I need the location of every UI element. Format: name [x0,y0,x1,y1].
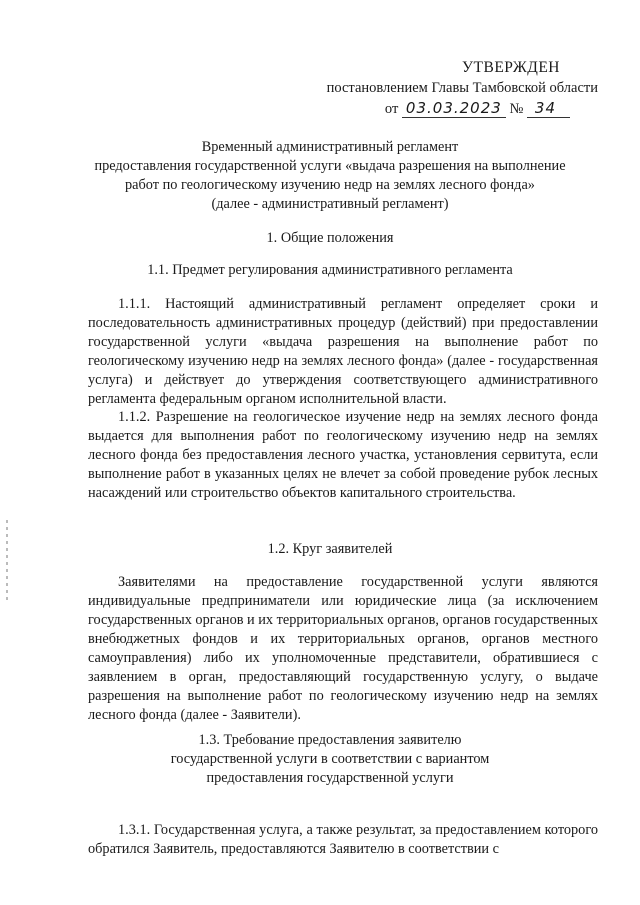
approval-heading: УТВЕРЖДЕН [462,59,560,76]
approval-date-line [298,98,570,119]
title-line-4: (далее - административный регламент) [211,196,449,212]
subsection-heading-1-1: 1.1. Предмет регулирования административного регламента [147,262,513,278]
section-heading-general: 1. Общие положения [266,230,394,246]
approval-authority: постановлением Главы Тамбовской области [326,80,598,96]
from-label: от [384,101,399,117]
approval-date: 03.03.2023 [402,99,506,118]
approval-number: 34 [527,99,570,118]
paragraph-1-1-1: 1.1.1. Настоящий административный регламент определяет сроки и последовательность административных процедур (действий) при предоставлении государственной услуги «выдача разрешения на выполнение работ по геологическому изучению недр на землях лесного фонда» (далее - государственная услуга) и действует до утверждения соответствующего административного регламента федеральным органом исполнительной власти. [88,296,598,407]
title-line-1: Временный административный регламент [201,139,459,155]
paragraph-1-3-1: 1.3.1. Государственная услуга, а также результат, за предоставлением которого обратился Заявитель, предоставляются Заявителю в соответствии с [88,822,598,857]
scan-margin-mark [6,520,8,600]
subsection-heading-1-3 [60,731,600,788]
subsection-1-3-line-1: 1.3. Требование предоставления заявителю [198,732,462,748]
title-line-2: предоставления государственной услуги «выдача разрешения на выполнение [94,158,566,174]
subsection-1-3-line-3: предоставления государственной услуги [206,770,454,786]
approval-block [298,58,598,119]
paragraph-1-2: Заявителями на предоставление государственной услуги являются индивидуальные предприниматели или юридические лица (за исключением государственных органов и их территориальных органов, органов государственных внебюджетных фондов и их территориальных органов, органов местного самоуправления) либо их уполномоченные представители, обратившиеся с заявлением в орган, предоставляющий государственную услугу, о выдаче разрешения на выполнение работ по геологическому изучению недр на землях лесного фонда (далее - Заявители). [88,574,598,723]
title-line-3: работ по геологическому изучению недр на землях лесного фонда» [125,177,535,193]
paragraph-1-1-2: 1.1.2. Разрешение на геологическое изучение недр на землях лесного фонда выдается для выполнения работ по геологическому изучению недр на землях лесного фонда без предоставления лесного участка, установления сервитута, если выполнение работ в указанных целях не влечет за собой проведение рубок лесных насаждений или строительство объектов капитального строительства. [88,409,598,501]
subsection-1-3-line-2: государственной услуги в соответствии с вариантом [170,751,490,767]
subsection-heading-1-2: 1.2. Круг заявителей [267,541,393,557]
document-title [60,138,600,214]
number-label: № [509,101,524,117]
